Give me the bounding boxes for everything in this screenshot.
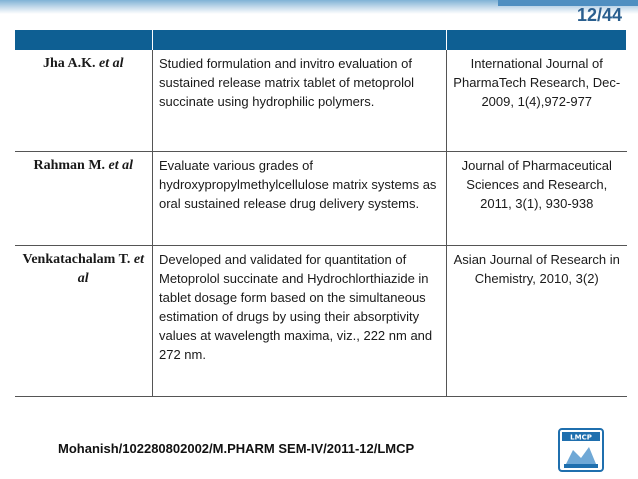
description-cell: Studied formulation and invitro evaluation of sustained release matrix tablet of metoprolol succinate using hydrophilic polymers. bbox=[153, 50, 447, 151]
author-cell bbox=[15, 151, 153, 245]
journal-cell: International Journal of PharmaTech Research, Dec-2009, 1(4),972-977 bbox=[447, 50, 627, 151]
lmcp-logo bbox=[558, 428, 604, 472]
table-header-row bbox=[15, 30, 627, 50]
author-cell bbox=[15, 245, 153, 396]
author-name: Rahman M. bbox=[33, 157, 106, 173]
table-header-cell bbox=[153, 30, 447, 50]
table-row bbox=[15, 151, 627, 245]
author-name: Jha A.K. bbox=[42, 56, 96, 71]
journal-cell: Asian Journal of Research in Chemistry, 2010, 3(2) bbox=[447, 245, 627, 396]
journal-cell: Journal of Pharmaceutical Sciences and Research, 2011, 3(1), 930-938 bbox=[447, 151, 627, 245]
literature-review-table bbox=[14, 30, 627, 397]
table-row bbox=[15, 50, 627, 151]
author-name: Venkatachalam T. bbox=[22, 251, 131, 267]
author-et-al: et al bbox=[99, 56, 124, 71]
author-cell bbox=[15, 50, 153, 151]
page-number: 12/44 bbox=[576, 5, 622, 25]
slide-footer: Mohanish/102280802002/M.PHARM SEM-IV/2011-12/LMCP bbox=[58, 441, 415, 456]
table-header-cell bbox=[447, 30, 627, 50]
logo-text: LMCP bbox=[570, 433, 592, 442]
author-et-al: et al bbox=[77, 251, 144, 286]
description-cell: Developed and validated for quantitation of Metoprolol succinate and Hydrochlorthiazide in tablet dosage form based on the simultaneous estimation of drugs by using their absorptivity values at wavelength maxima, viz., 222 nm and 272 nm. bbox=[153, 245, 447, 396]
table-row bbox=[15, 245, 627, 396]
table-header-cell bbox=[15, 30, 153, 50]
description-cell: Evaluate various grades of hydroxypropylmethylcellulose matrix systems as oral sustained release drug delivery systems. bbox=[153, 151, 447, 245]
author-et-al: et al bbox=[108, 157, 134, 173]
